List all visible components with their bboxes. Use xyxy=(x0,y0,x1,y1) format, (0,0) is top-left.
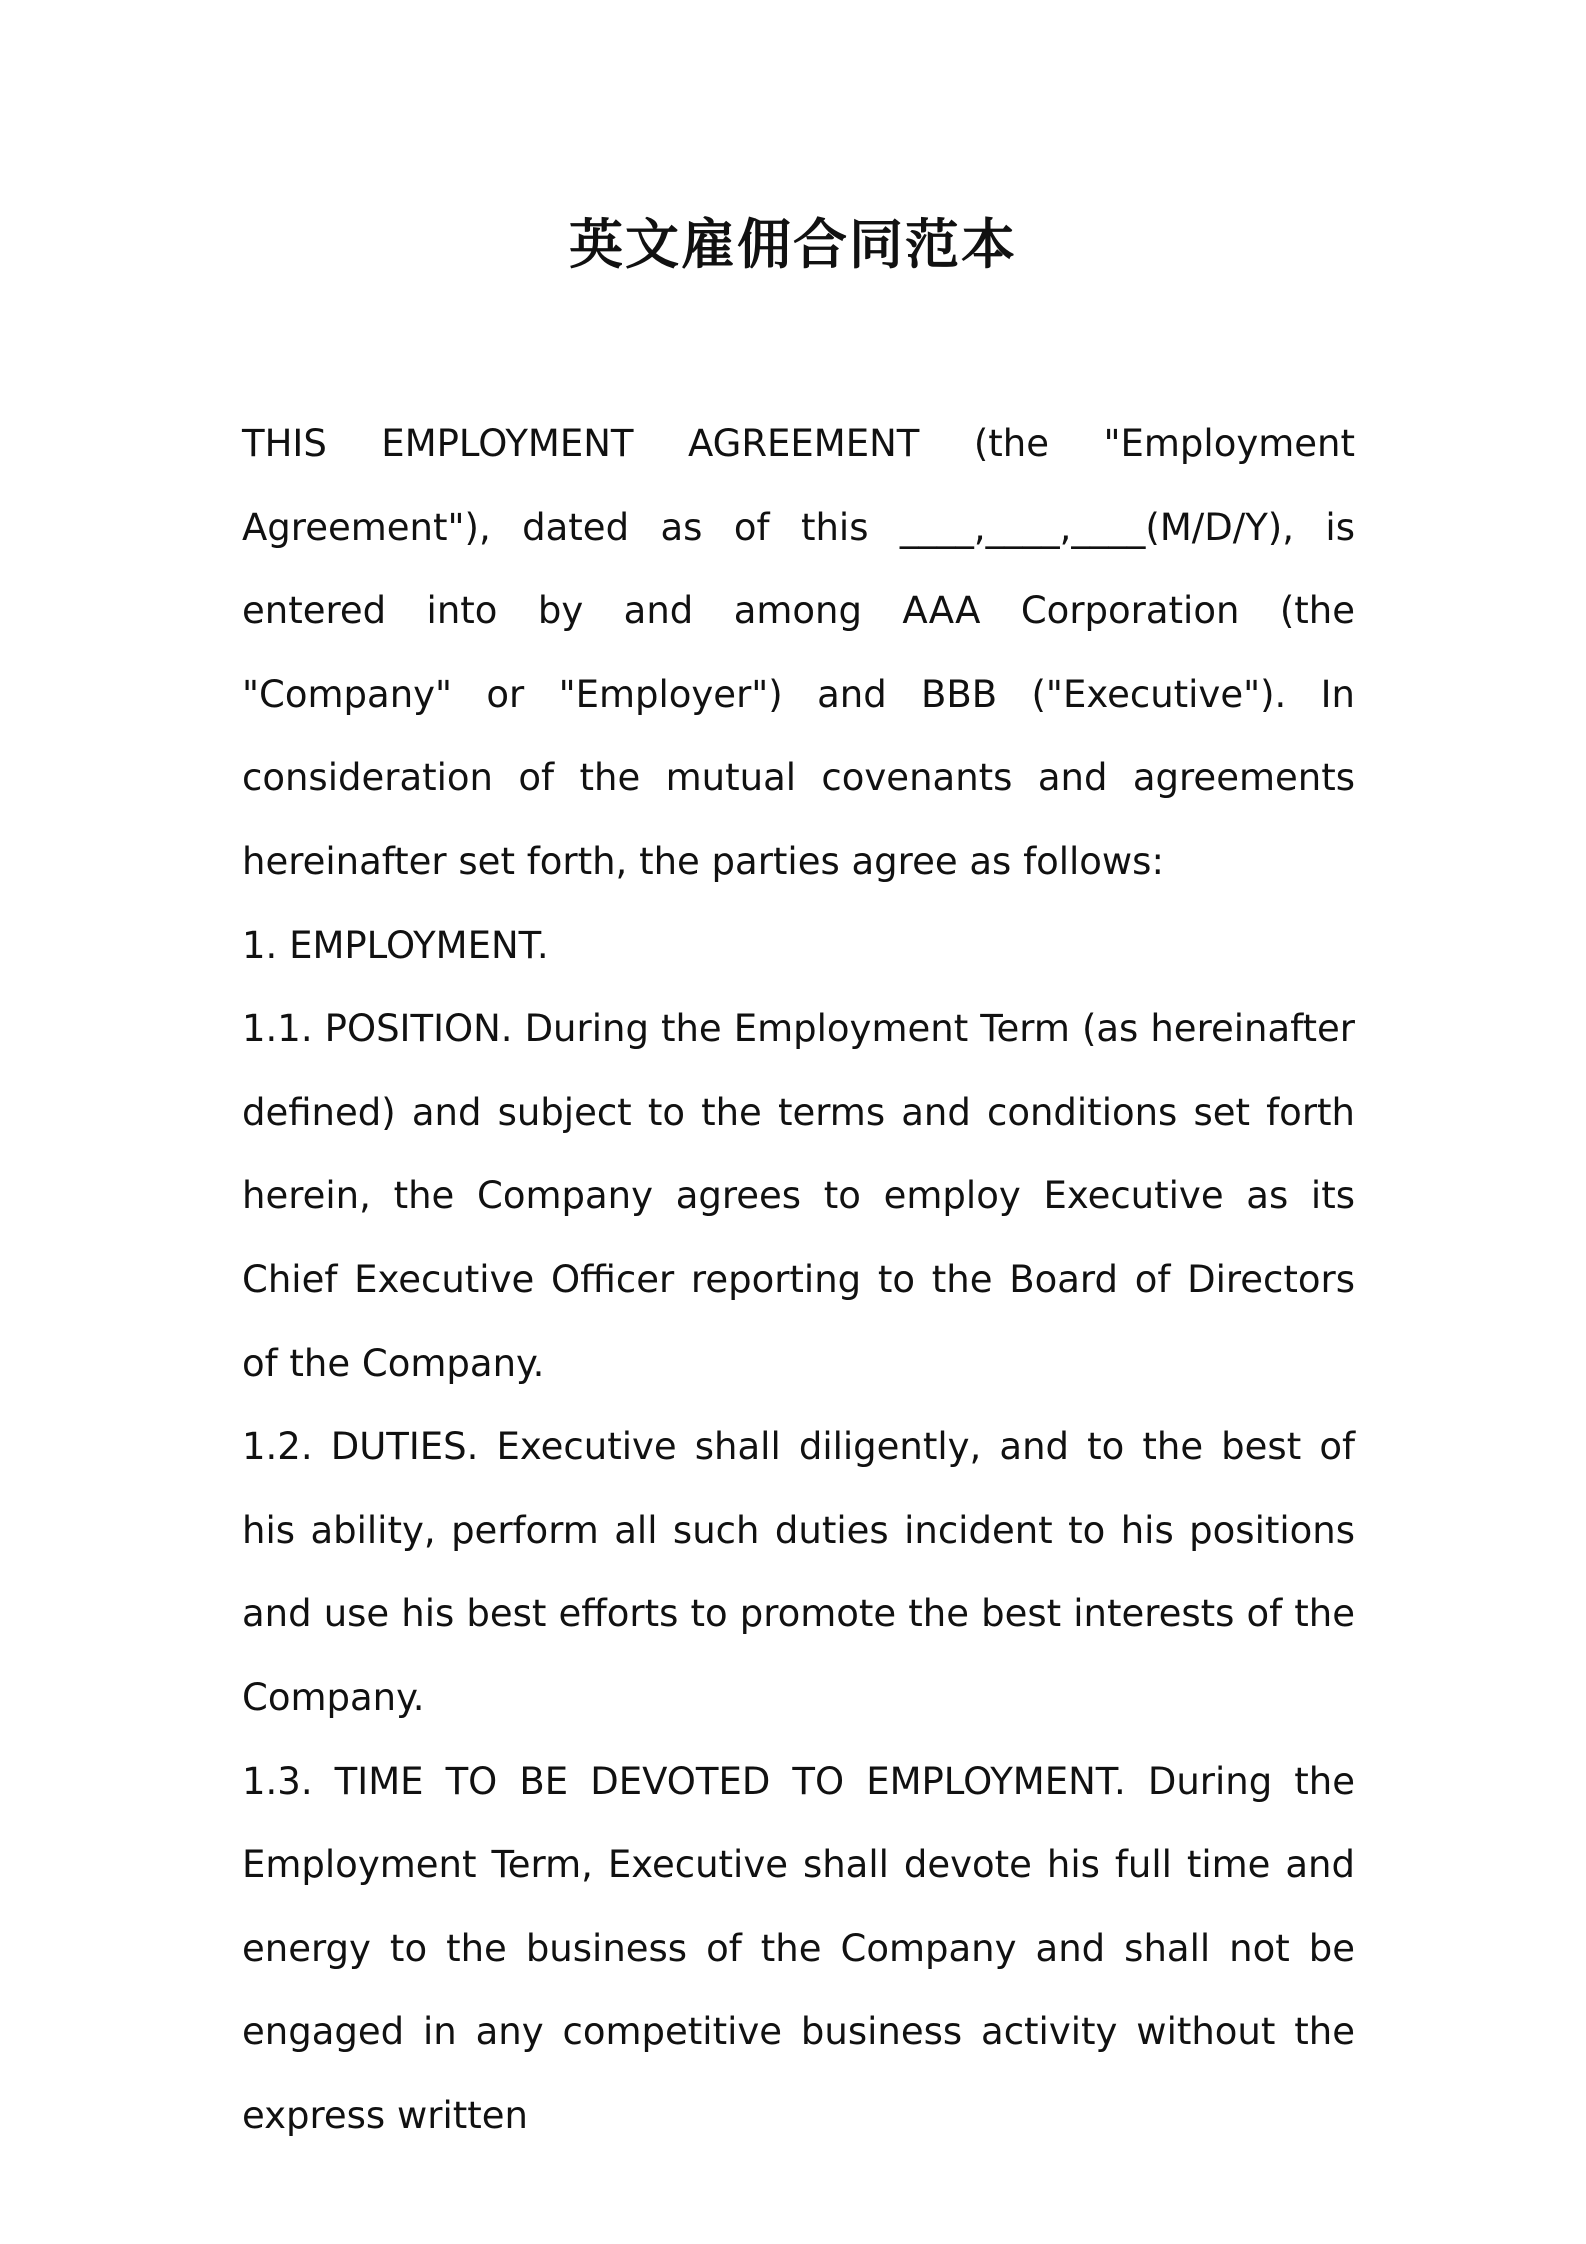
paragraph-section-1-1-position: 1.1. POSITION. During the Employment Term (as hereinafter defined) and subject to the terms and conditions set forth herein, the Company agrees to employ Executive as its Chief Executive Officer reporting to the Board of Directors of the Company. xyxy=(242,1007,1355,1385)
paragraph-preamble: THIS EMPLOYMENT AGREEMENT (the "Employment Agreement"), dated as of this ____,____,____(M/D/Y), is entered into by and among AAA Corporation (the "Company" or "Employer") and BBB ("Executive"). In consideration of the mutual covenants and agreements hereinafter set forth, the parties agree as follows: xyxy=(242,422,1355,883)
document-body xyxy=(242,402,1355,2157)
document-title: 英文雇佣合同范本 xyxy=(569,213,1017,276)
paragraph-section-1-2-duties: 1.2. DUTIES. Executive shall diligently, and to the best of his ability, perform all such duties incident to his positions and use his best efforts to promote the best interests of the Company. xyxy=(242,1425,1355,1719)
paragraph-section-1-heading: 1. EMPLOYMENT. xyxy=(242,923,549,967)
paragraph-section-1-3-time: 1.3. TIME TO BE DEVOTED TO EMPLOYMENT. During the Employment Term, Executive shall devote his full time and energy to the business of the Company and shall not be engaged in any competitive business activity without the express written xyxy=(242,1759,1355,2137)
